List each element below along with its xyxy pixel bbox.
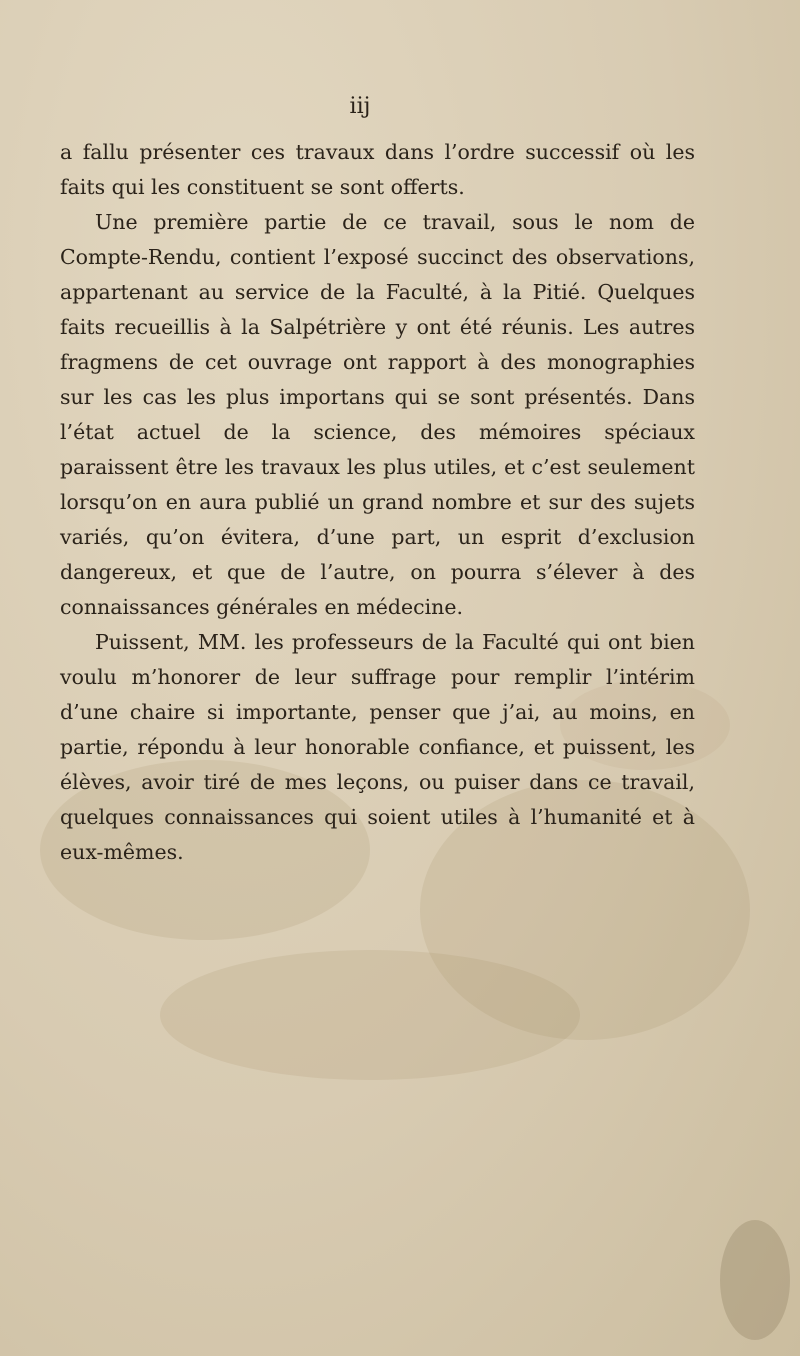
paragraph-continuation: a fallu présenter ces travaux dans l’ordre successif où les faits qui les constituent se sont offerts. — [60, 140, 695, 199]
paragraph-dedication: Puissent, MM. les professeurs de la Faculté qui ont bien voulu m’honorer de leur suffrage pour remplir l’intérim d’une chaire si importante, penser que j’ai, au moins, en partie, répondu à leur honorable confiance, et puissent, les élèves, avoir tiré de mes leçons, ou puiser dans ce travail, quelques connaissances qui soient utiles à l’humanité et à eux-mêmes. — [60, 630, 695, 864]
paragraph-compte-rendu: Une première partie de ce travail, sous le nom de Compte-Rendu, contient l’exposé succinct des observations, appartenant au service de la Faculté, à la Pitié. Quelques faits recueillis à la Salpétrière y ont été réunis. Les autres fragmens de cet ouvrage ont rapport à des monographies sur les cas les plus importans qui se sont présentés. Dans l’état actuel de la science, des mémoires spéciaux paraissent être les travaux les plus utiles, et c’est seulement lorsqu’on en aura publié un grand nombre et sur des sujets variés, qu’on évitera, d’une part, un esprit d’exclusion dangereux, et que de l’autre, on pourra s’élever à des connaissances générales en médecine. — [60, 210, 695, 619]
paper-stain — [720, 1220, 790, 1340]
paper-stain — [160, 950, 580, 1080]
body-text — [60, 135, 695, 870]
page-number: iij — [349, 94, 371, 119]
